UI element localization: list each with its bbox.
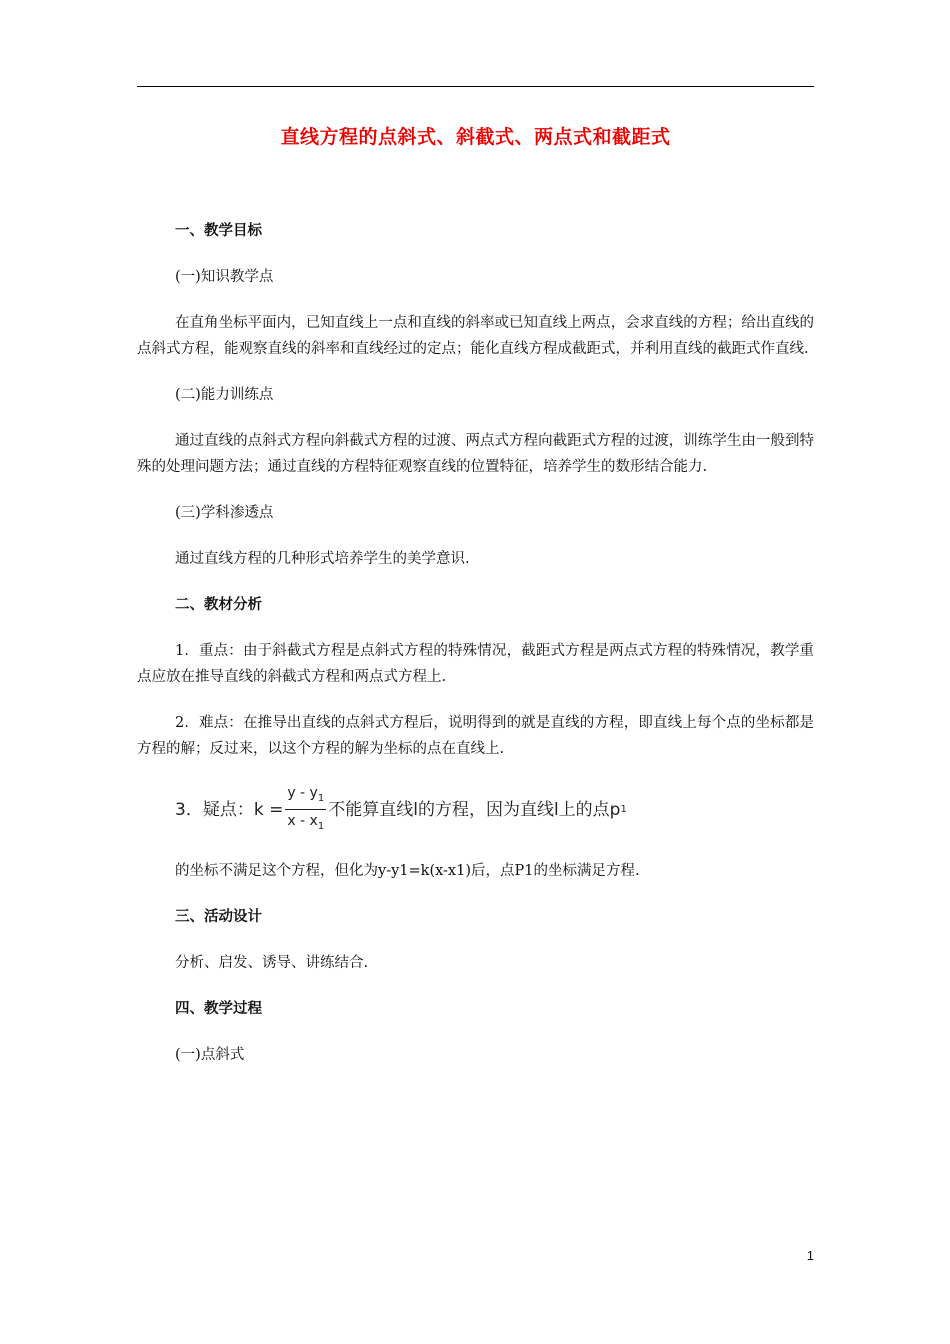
- paragraph-ability: 通过直线的点斜式方程向斜截式方程的过渡、两点式方程向截距式方程的过渡，训练学生由一般到特殊的处理问题方法；通过直线的方程特征观察直线的位置特征，培养学生的数形结合能力.: [137, 433, 814, 475]
- subheading-knowledge: (一)知识教学点: [175, 269, 274, 285]
- section-heading-teaching-process: 四、教学过程: [175, 1001, 262, 1017]
- formula-doubt-line: [137, 782, 814, 838]
- formula-mid-text: 不能算直线l的方程，因为直线l上的点p: [328, 800, 621, 820]
- point-subscript: 1: [620, 804, 627, 815]
- paragraph-difficulty: 2．难点：在推导出直线的点斜式方程后，说明得到的就是直线的方程，即直线上每个点的坐标都是方程的解；反过来，以这个方程的解为坐标的点在直线上.: [137, 715, 814, 757]
- fraction-denominator: x - $x_1$: [287, 812, 325, 832]
- slope-fraction: [285, 783, 326, 838]
- paragraph-doubt-continued: 的坐标不满足这个方程，但化为y-y1=k(x-x1)后，点P1的坐标满足方程.: [175, 863, 640, 879]
- paragraph-discipline: 通过直线方程的几种形式培养学生的美学意识.: [175, 551, 470, 567]
- subheading-point-slope: (一)点斜式: [175, 1047, 245, 1063]
- section-heading-teaching-goals: 一、教学目标: [175, 223, 262, 239]
- document-body: [137, 218, 814, 1088]
- document-title: 直线方程的点斜式、斜截式、两点式和截距式: [280, 126, 671, 148]
- section-heading-activity-design: 三、活动设计: [175, 909, 262, 925]
- header-rule: [137, 86, 814, 87]
- paragraph-knowledge: 在直角坐标平面内，已知直线上一点和直线的斜率或已知直线上两点，会求直线的方程；给出直线的点斜式方程，能观察直线的斜率和直线经过的定点；能化直线方程成截距式，并利用直线的截距式作直线.: [137, 315, 814, 357]
- paragraph-key-point: 1．重点：由于斜截式方程是点斜式方程的特殊情况，截距式方程是两点式方程的特殊情况，教学重点应放在推导直线的斜截式方程和两点式方程上.: [137, 643, 814, 685]
- subheading-discipline: (三)学科渗透点: [175, 505, 274, 521]
- formula-lead: 3．疑点：k =: [175, 800, 284, 820]
- subheading-ability: (二)能力训练点: [175, 387, 274, 403]
- section-heading-material-analysis: 二、教材分析: [175, 597, 262, 613]
- page-number: 1: [806, 1248, 814, 1263]
- fraction-numerator: y - $y_1$: [285, 783, 326, 810]
- paragraph-activity: 分析、启发、诱导、讲练结合.: [175, 955, 369, 971]
